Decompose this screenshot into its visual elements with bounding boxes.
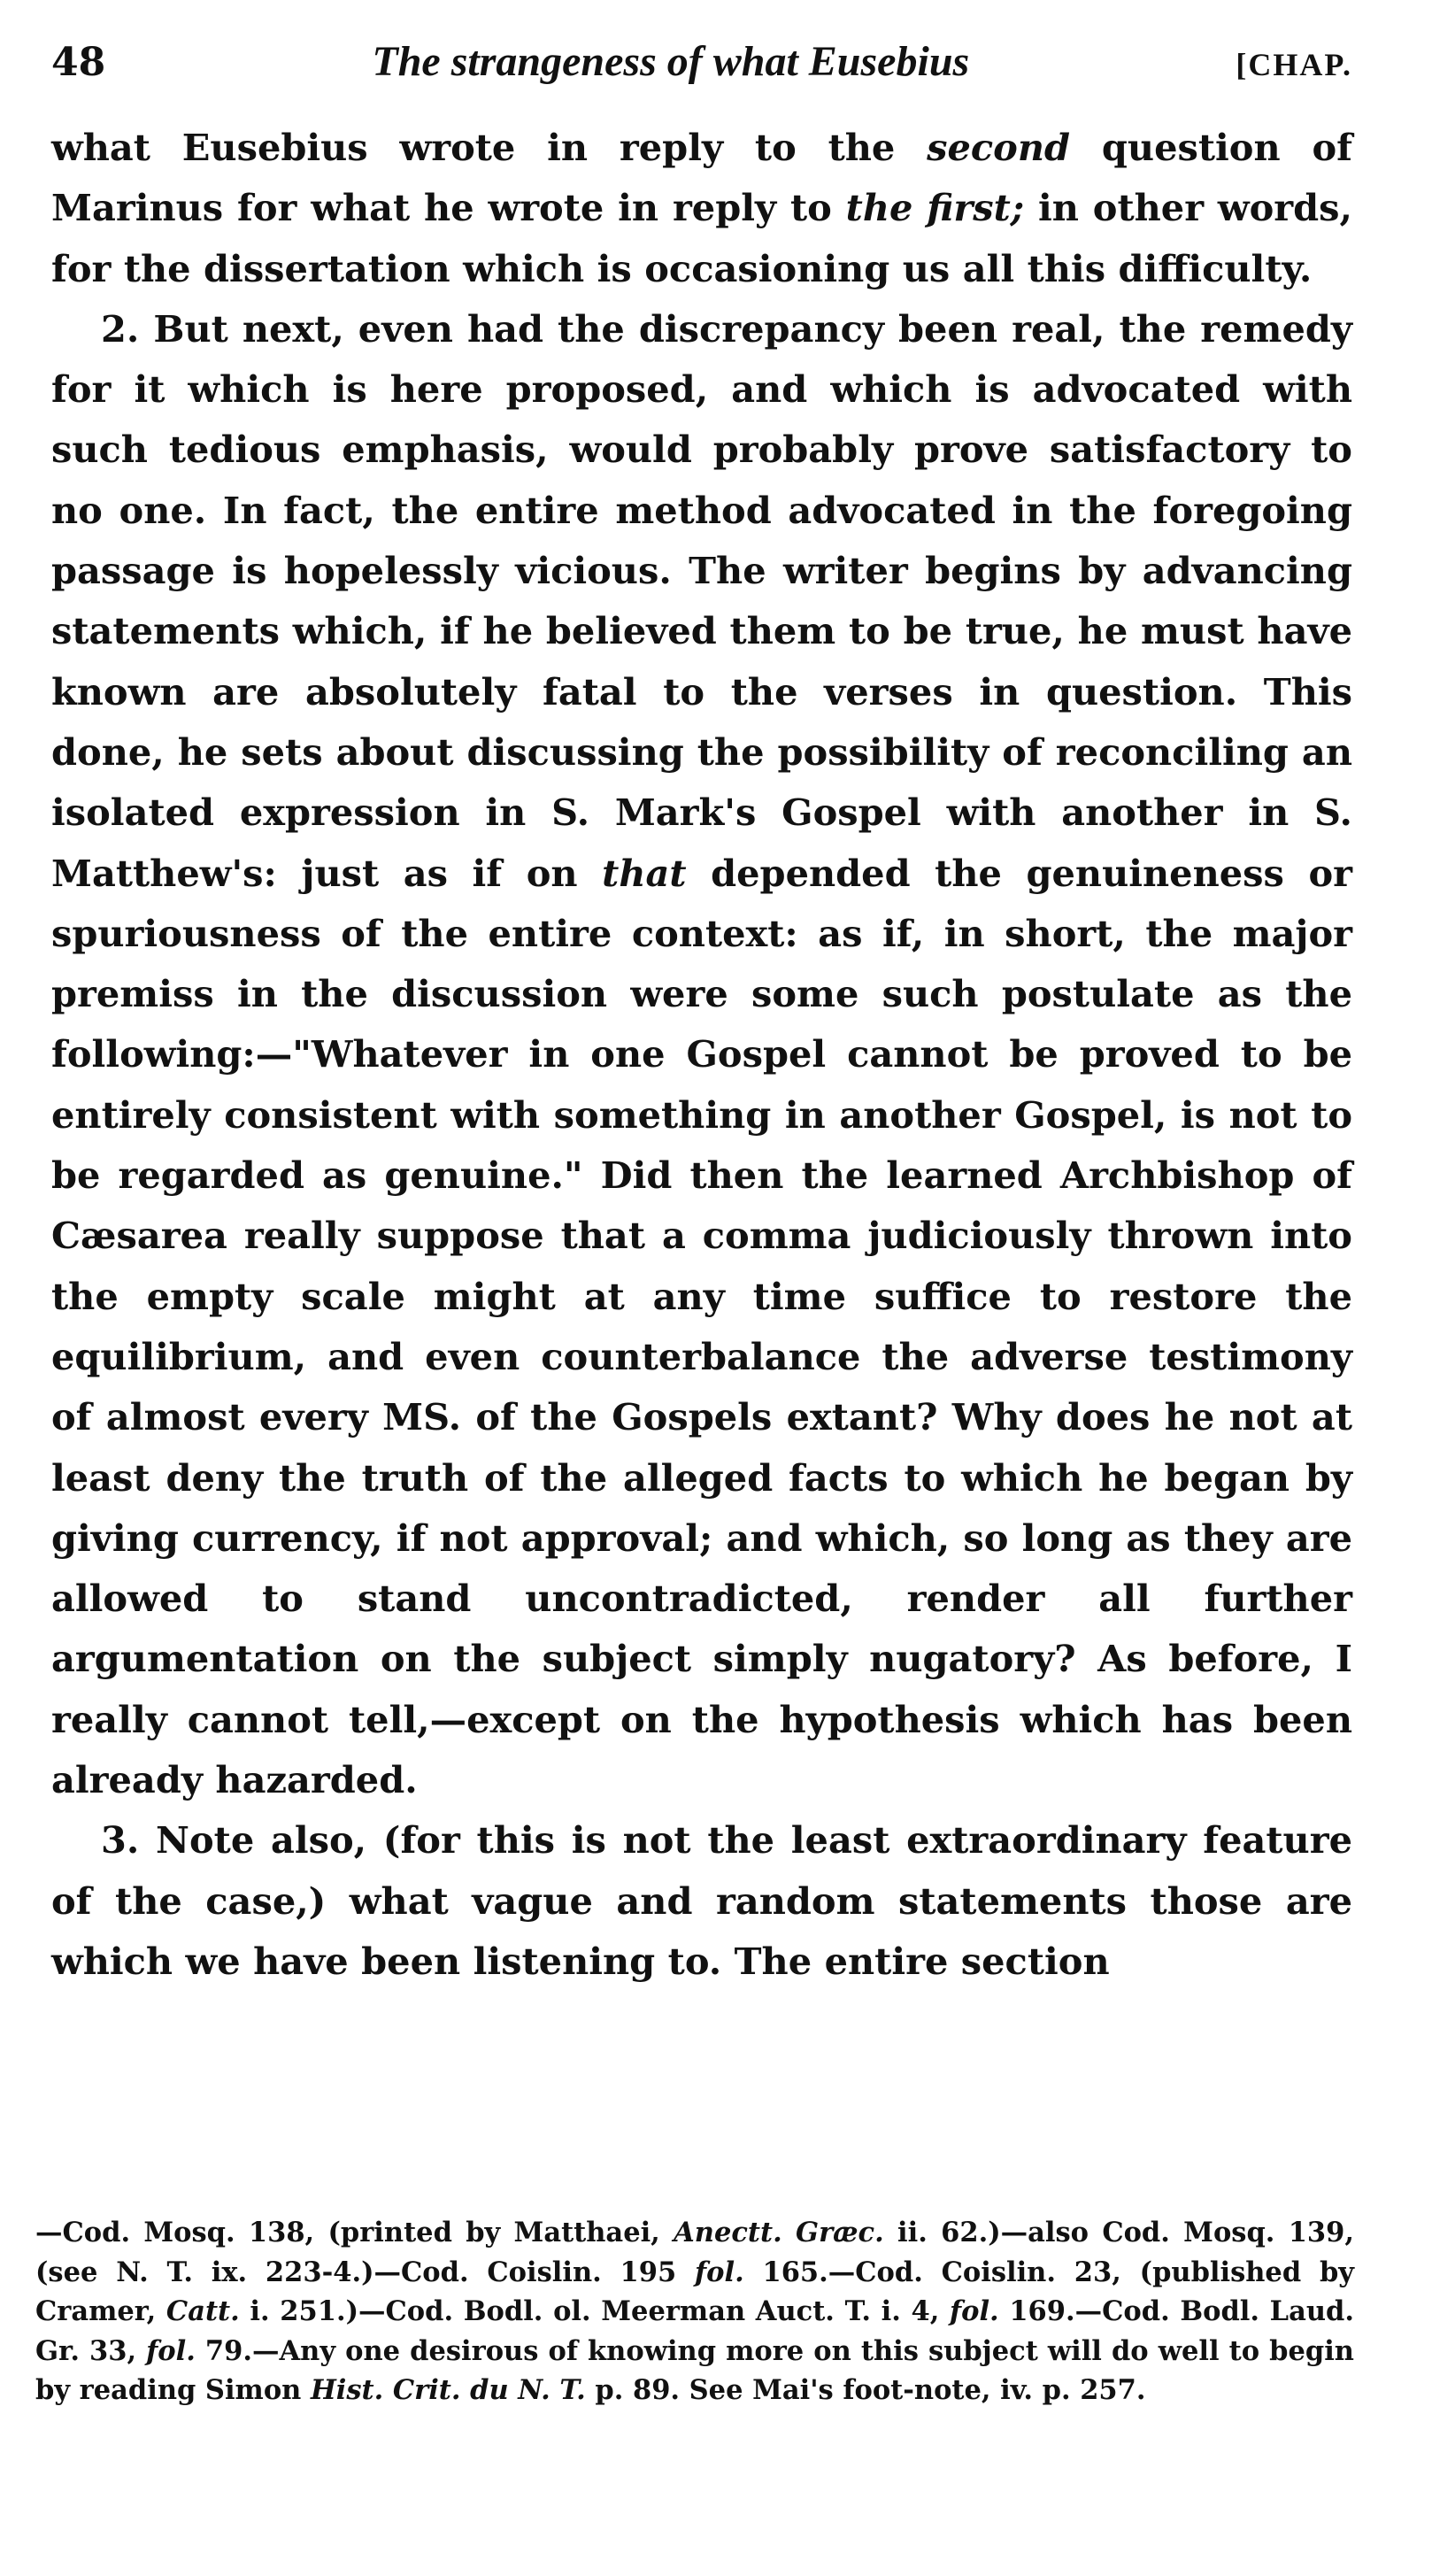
- chapter-label: [CHAP.: [1236, 47, 1352, 82]
- footnote-text: ii. 62.)—also Cod. Mosq. 139, (see N. T. ix. 223-4.)—Cod. Coislin. 195: [35, 2217, 1354, 2288]
- paragraph-3: 3. Note also, (for this is not the least extraordinary feature of the case,) what vague and random statements those are which we have been listening to. The entire section: [51, 1818, 1352, 1983]
- running-header: [51, 35, 1352, 91]
- italic-run: that: [602, 851, 687, 895]
- running-title: The strangeness of what Eusebius: [372, 38, 970, 85]
- footnote-text: —Cod. Mosq. 138, (printed by Matthaei,: [35, 2217, 674, 2248]
- footnote-italic: Anectt. Græc.: [674, 2217, 884, 2248]
- footnote-italic: fol.: [146, 2334, 196, 2367]
- paragraph-continued: [51, 118, 1352, 299]
- book-page: [51, 35, 1352, 1992]
- footnote-text: 165.—Cod. Coislin. 23, (published by Cramer,: [35, 2256, 1354, 2327]
- footnote-italic: fol.: [695, 2256, 744, 2288]
- footnote-text: i. 251.)—Cod. Bodl. ol. Meerman Auct. T. i. 4,: [239, 2295, 950, 2327]
- text-run: what Eusebius wrote in reply to the: [51, 126, 928, 169]
- text-run: in other words, for the dissertation which is occasioning us all this difficulty.: [51, 186, 1352, 290]
- paragraph-2: [51, 299, 1352, 1810]
- italic-run: second: [927, 126, 1071, 169]
- footnote-text: 79.—Any one desirous of knowing more on this subject will do well to begin by reading Simon: [35, 2334, 1354, 2406]
- text-run: 2. But next, even had the discrepancy been real, the remedy for it which is here proposed, and which is advocated with such tedious emphasis, would probably prove satisfactory to no one. In fact, the entire method advocated in the foregoing passage is hopelessly vicious. The writer begins by advancing statements which, if he believed them to be true, he must have known are absolutely fatal to the verses in question. This done, he sets about discussing the possibility of reconciling an isolated expression in S. Mark's Gospel with another in S. Matthew's: just as if on: [51, 306, 1352, 895]
- footnote: [35, 2213, 1354, 2410]
- italic-run: the first;: [845, 186, 1025, 230]
- footnote-text: 169.—Cod. Bodl. Laud. Gr. 33,: [35, 2295, 1354, 2367]
- footnote-italic: Catt.: [166, 2295, 240, 2327]
- footnote-italic: Hist. Crit. du N. T.: [310, 2374, 586, 2406]
- text-run: depended the genuineness or spuriousness of the entire context: as if, in short, the major premiss in the discussion were some such postulate as the following:—"Whatever in one Gospel cannot be proved to be entirely consistent with something in another Gospel, is not to be regarded as genuine." Did then the learned Archbishop of Cæsarea really suppose that a comma judiciously thrown into the empty scale might at any time suffice to restore the equilibrium, and even counterbalance the adverse testimony of almost every MS. of the Gospels extant? Why does he not at least deny the truth of the alleged facts to which he began by giving currency, if not approval; and which, so long as they are allowed to stand uncontradicted, render all further argumentation on the subject simply nugatory? As before, I really cannot tell,—except on the hypothesis which has been already hazarded.: [51, 851, 1352, 1802]
- page-number: 48: [51, 40, 106, 85]
- footnote-text: p. 89. See Mai's foot-note, iv. p. 257.: [585, 2374, 1146, 2406]
- footnote-italic: fol.: [950, 2295, 999, 2327]
- main-text: [51, 118, 1352, 1992]
- text-run: question of Marinus for what he wrote in reply to: [51, 126, 1352, 230]
